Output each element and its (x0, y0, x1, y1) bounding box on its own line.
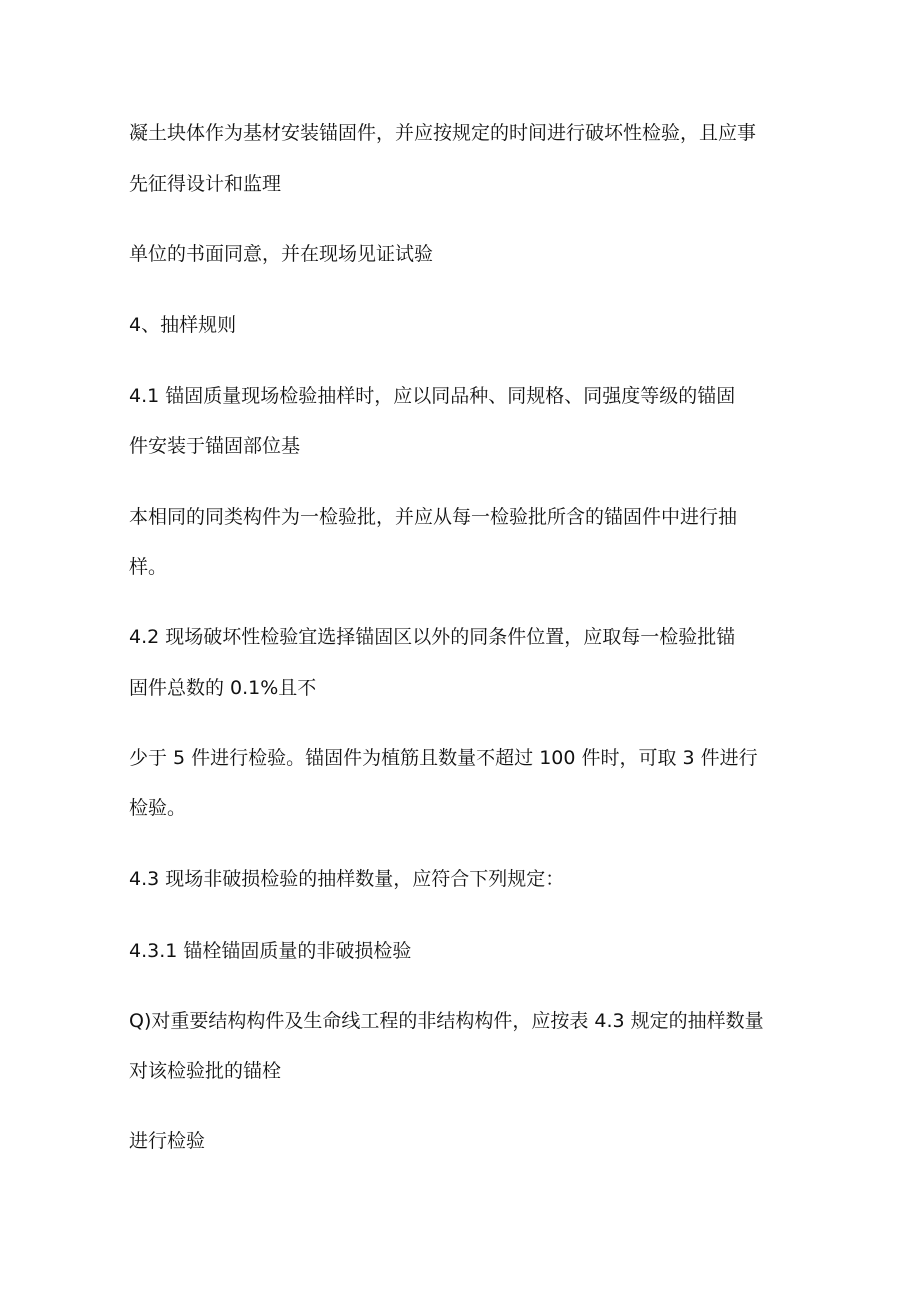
paragraph-line: 凝土块体作为基材安装锚固件，并应按规定的时间进行破坏性检验，且应事 (129, 122, 757, 144)
paragraph-line: 先征得设计和监理 (129, 173, 282, 195)
paragraph-line: 样。 (129, 556, 168, 578)
paragraph-line: 对该检验批的锚栓 (129, 1060, 282, 1082)
paragraph-line: 少于 5 件进行检验。锚固件为植筋且数量不超过 100 件时，可取 3 件进行 (129, 747, 758, 769)
paragraph-line: 检验。 (129, 797, 187, 819)
paragraph-line: 件安装于锚固部位基 (129, 435, 301, 457)
paragraph-line: Q)对重要结构构件及生命线工程的非结构构件，应按表 4.3 规定的抽样数量 (129, 1010, 764, 1032)
section-heading: 4、抽样规则 (129, 314, 237, 336)
paragraph-line: 本相同的同类构件为一检验批，并应从每一检验批所含的锚固件中进行抽 (129, 506, 738, 528)
paragraph-line: 固件总数的 0.1%且不 (129, 677, 317, 699)
paragraph-line: 4.2 现场破坏性检验宜选择锚固区以外的同条件位置，应取每一检验批锚 (129, 626, 736, 648)
paragraph-line: 4.1 锚固质量现场检验抽样时，应以同品种、同规格、同强度等级的锚固 (129, 385, 736, 407)
paragraph-line: 4.3 现场非破损检验的抽样数量，应符合下列规定： (129, 868, 565, 890)
paragraph-line: 进行检验 (129, 1130, 206, 1152)
paragraph-line: 单位的书面同意，并在现场见证试验 (129, 243, 434, 265)
paragraph-line: 4.3.1 锚栓锚固质量的非破损检验 (129, 940, 412, 962)
